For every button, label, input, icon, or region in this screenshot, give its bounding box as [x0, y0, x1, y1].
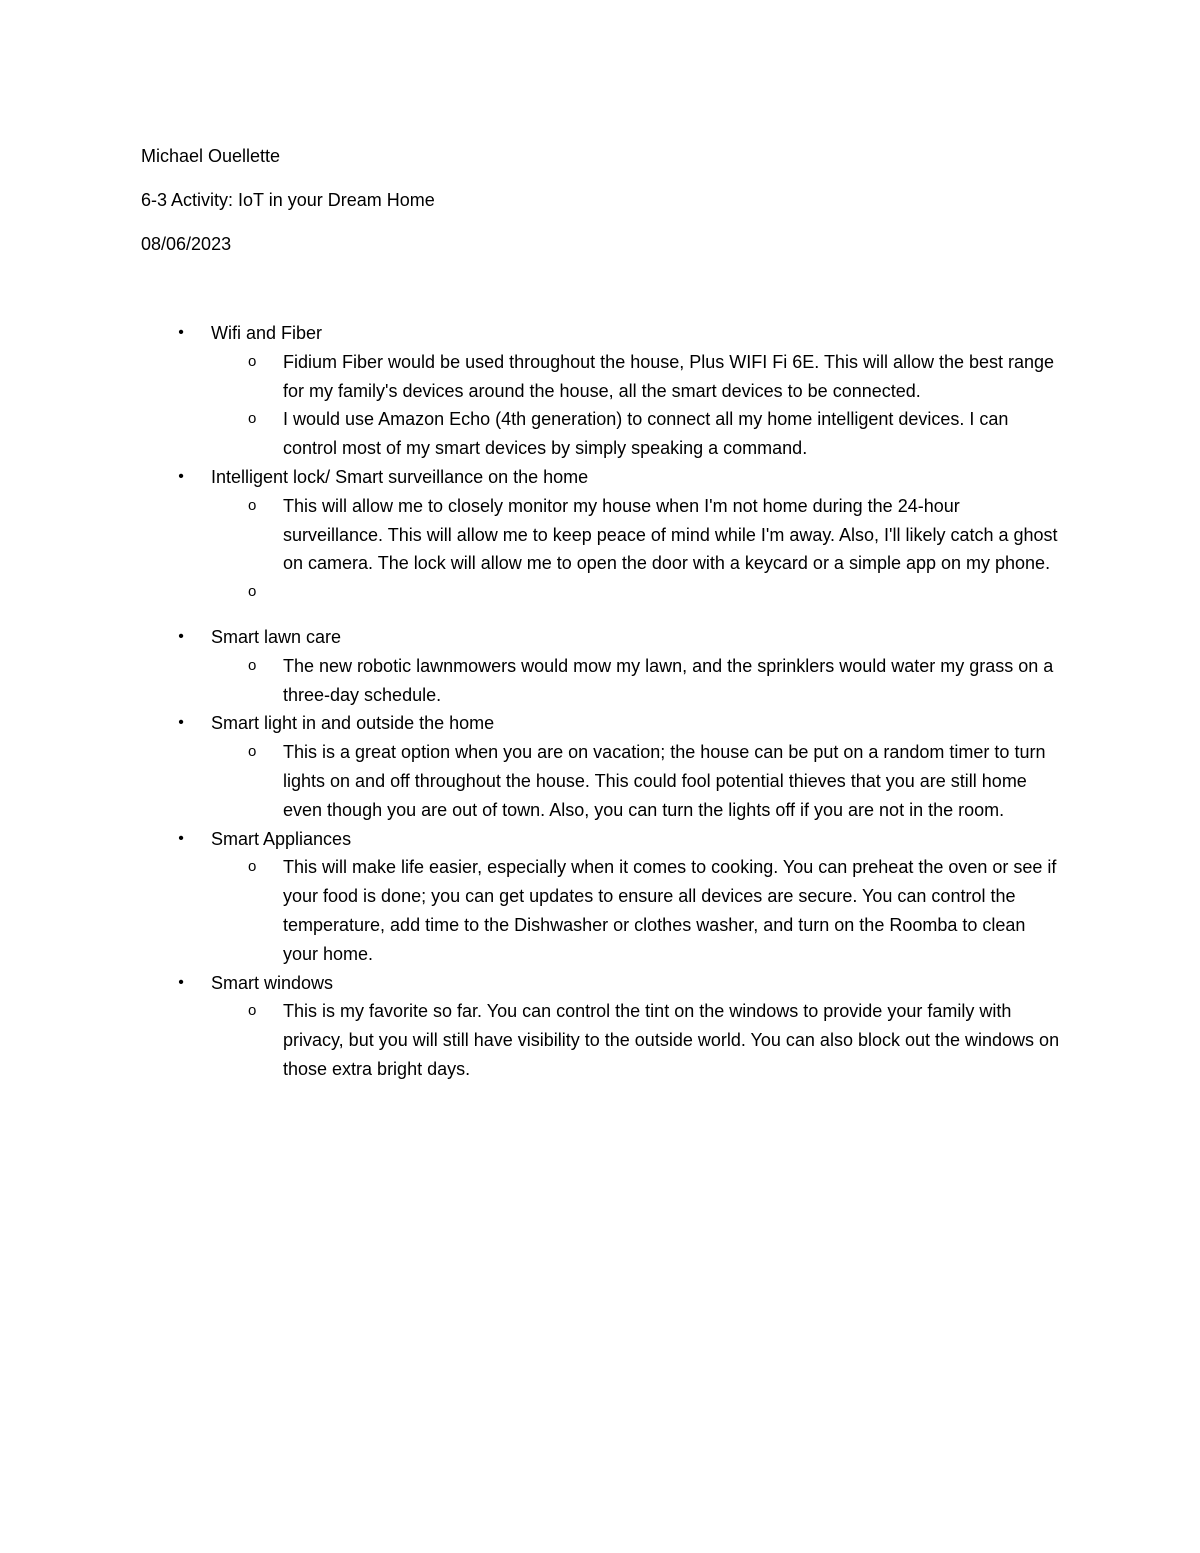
sub-list-item-text: This is my favorite so far. You can control the tint on the windows to provide your family with privacy, but you will still have visibility to the outside world. You can also block out the windows on those extra bright days. [283, 1001, 1060, 1079]
list-item-row [0, 709, 1200, 738]
sub-list-item [0, 348, 1063, 406]
list-item [0, 463, 1200, 623]
spacer [0, 607, 1200, 623]
author-name: Michael Ouellette [141, 146, 281, 166]
sub-list-item-text: This will make life easier, especially when it comes to cooking. You can preheat the oven or see if your food is done; you can get updates to ensure all devices are secure. You can control the temperature, add time to the Dishwasher or clothes washer, and turn on the Roomba to clean your home. [283, 857, 1057, 964]
circle-bullet-icon: o [248, 410, 257, 428]
sub-list-item [0, 578, 1063, 607]
list-item-row [0, 463, 1200, 492]
list-item-row [0, 825, 1200, 854]
list-item [0, 623, 1200, 709]
bullet-icon: • [178, 467, 184, 485]
circle-bullet-icon: o [248, 496, 257, 514]
circle-bullet-icon: o [248, 743, 257, 761]
circle-bullet-icon: o [248, 1002, 257, 1020]
bullet-icon: • [178, 973, 184, 991]
sub-list-item-text: Fidium Fiber would be used throughout the house, Plus WIFI Fi 6E. This will allow the best range for my family's devices around the house, all the smart devices to be connected. [283, 351, 1055, 401]
list-item-row [0, 623, 1200, 652]
circle-bullet-icon: o [248, 858, 257, 876]
document-date: 08/06/2023 [141, 234, 232, 254]
bullet-icon: • [178, 714, 184, 732]
assignment-title: 6-3 Activity: IoT in your Dream Home [141, 190, 435, 210]
list-item [0, 709, 1200, 824]
sub-list-item-text: The new robotic lawnmowers would mow my lawn, and the sprinklers would water my grass on a three-day schedule. [283, 655, 1054, 705]
list-item [0, 319, 1200, 463]
sub-list-item-text [283, 578, 1063, 607]
sub-list-item [0, 853, 1063, 968]
sub-list-item [0, 997, 1063, 1083]
list-item-row [0, 969, 1200, 998]
sub-list-item-text: This will allow me to closely monitor my house when I'm not home during the 24-hour surveillance. This will allow me to keep peace of mind while I'm away. Also, I'll likely catch a ghost on camera. The lock will allow me to open the door with a keycard or a simple app on my phone. [283, 495, 1058, 574]
circle-bullet-icon: o [248, 656, 257, 674]
circle-bullet-icon: o [248, 352, 257, 370]
sub-list-item [0, 405, 1063, 463]
sub-list-item-text: I would use Amazon Echo (4th generation) to connect all my home intelligent devices. I can control most of my smart devices by simply speaking a command. [283, 409, 1009, 459]
list-item [0, 825, 1200, 969]
list-item-label: Smart Appliances [211, 828, 352, 849]
list-item-label: Wifi and Fiber [211, 323, 323, 343]
list-item-label: Smart light in and outside the home [211, 713, 495, 734]
sub-list-item [0, 652, 1063, 710]
bullet-icon: • [178, 829, 184, 847]
list-item-label: Smart windows [211, 972, 334, 993]
bullet-list [0, 319, 1200, 1084]
sub-list-item [0, 738, 1063, 824]
list-item [0, 969, 1200, 1084]
bullet-icon: • [178, 324, 184, 341]
bullet-icon: • [178, 627, 184, 645]
list-item-label: Intelligent lock/ Smart surveillance on the home [211, 466, 589, 487]
list-item-row [0, 319, 1200, 348]
circle-bullet-icon: o [248, 583, 257, 601]
sub-list-item-text: This is a great option when you are on vacation; the house can be put on a random timer to turn lights on and off throughout the house. This could fool potential thieves that you are still home even though you are out of town. Also, you can turn the lights off if you are not in the room. [283, 742, 1046, 820]
list-item-label: Smart lawn care [211, 626, 342, 647]
sub-list-item [0, 492, 1063, 578]
